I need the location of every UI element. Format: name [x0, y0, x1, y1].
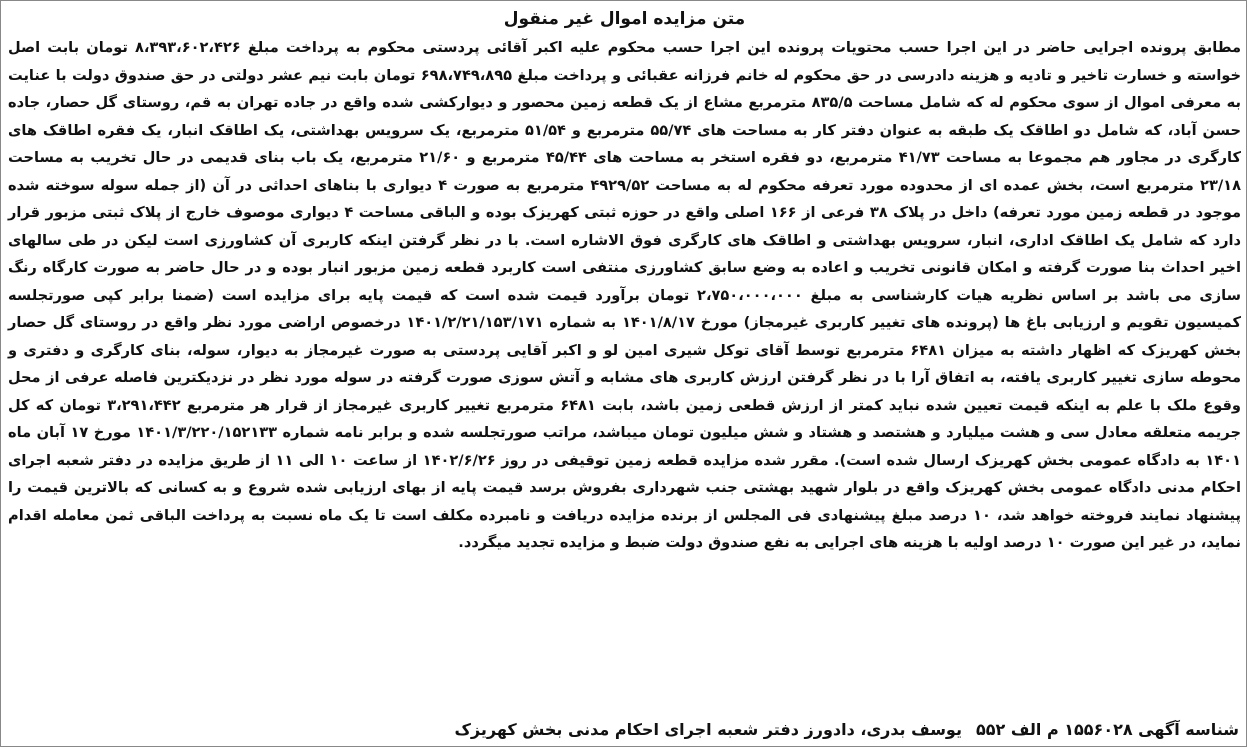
- auction-notice: [8, 4, 1241, 745]
- notice-footer: [441, 717, 1239, 743]
- ad-id: شناسه آگهی ۱۵۵۶۰۲۸ م الف ۵۵۲: [975, 720, 1239, 739]
- notice-body: مطابق پرونده اجرایی حاضر در این اجرا حسب محتویات پرونده این اجرا حسب محکوم علیه اکبر آقائی پردستی محکوم به پرداخت مبلغ ۸،۳۹۳،۶۰۲،۴۲۶ تومان بابت اصل خواسته و خسارت تاخیر و تادیه و هزینه دادرسی در حق محکوم له خانم فرزانه عقبائی و پرداخت مبلغ ۶۹۸،۷۴۹،۸۹۵ تومان بابت نیم عشر دولتی در حق صندوق دولت با عنایت به معرفی اموال از سوی محکوم له که شامل مساحت ۸۳۵/۵ مترمربع مشاع از یک قطعه زمین محصور و دیوارکشی شده واقع در جاده تهران به قم، روستای گل حصار، جاده حسن آباد، که شامل دو اطاقک یک طبقه به عنوان دفتر کار به مساحت های ۵۵/۷۴ مترمربع و ۵۱/۵۴ مترمربع، یک سرویس بهداشتی، یک اطاقک انبار، یک فقره اطاقک های کارگری در مجاور هم مجموعا به مساحت ۴۱/۷۳ مترمربع، دو فقره استخر به مساحت های ۴۵/۴۴ مترمربع و ۲۱/۶۰ مترمربع، یک باب بنای قدیمی در حال تخریب به مساحت ۲۳/۱۸ مترمربع است، بخش عمده ای از محدوده مورد تعرفه محکوم له به مساحت ۴۹۲۹/۵۲ مترمربع به صورت ۴ دیواری با بناهای احداثی در آن (از جمله سوله سوخته شده موجود در قطعه زمین مورد تعرفه) داخل در پلاک ۳۸ فرعی از ۱۶۶ اصلی واقع در حوزه ثبتی کهریزک بوده و الباقی مساحت ۴ دیواری موصوف خارج از پلاک ثبتی مزبور قرار دارد که شامل یک اطاقک اداری، انبار، سرویس بهداشتی و اطاقک های کارگری فوق الاشاره است. با در نظر گرفتن اینکه کاربری آن کشاورزی است لیکن در طی سالهای اخیر احداث بنا صورت گرفته و امکان قانونی تخریب و اعاده به وضع سابق کشاورزی منتفی است کاربرد قطعه زمین مزبور انبار بوده و در حال حاضر به صورت کارگاه رنگ سازی می باشد بر اساس نظریه هیات کارشناسی به مبلغ ۲،۷۵۰،۰۰۰،۰۰۰ تومان برآورد قیمت شده است که قیمت پایه برای مزایده است (ضمنا برابر کپی صورتجلسه کمیسیون تقویم و ارزیابی باغ ها (پرونده های تغییر کاربری غیرمجاز) مورخ ۱۴۰۱/۸/۱۷ به شماره ۱۴۰۱/۲/۲۱/۱۵۳/۱۷۱ درخصوص اراضی مورد نظر واقع در روستای گل حصار بخش کهریزک که اظهار داشته به میزان ۶۴۸۱ مترمربع توسط آقای توکل شیری امین لو و اکبر آقایی پردستی به صورت غیرمجاز به دیوار، سوله، بنای کارگری و دفتری و محوطه سازی تغییر کاربری یافته، به اتفاق آرا با در نظر گرفتن ارزش کاربری های مشابه و آتش سوزی صورت گرفته در سوله مورد نظر در نزدیکترین فاصله عرفی از محل وقوع ملک با علم به اینکه قیمت تعیین شده نباید کمتر از ارزش قطعی زمین باشد، بابت ۶۴۸۱ مترمربع تغییر کاربری غیرمجاز از قرار هر مترمربع ۳،۲۹۱،۴۴۲ تومان که کل جریمه متعلقه معادل سی و هشت میلیارد و هشتصد و هشتاد و شش میلیون تومان میباشد، مراتب صورتجلسه شده و برابر نامه شماره ۱۴۰۱/۳/۲۲۰/۱۵۲۱۳۳ مورخ ۱۷ آبان ماه ۱۴۰۱ به دادگاه عمومی بخش کهریزک ارسال شده است). مقرر شده مزایده قطعه زمین توقیفی در روز ۱۴۰۲/۶/۲۶ از ساعت ۱۰ الی ۱۱ از طریق مزایده در دفتر شعبه اجرای احکام مدنی دادگاه عمومی بخش کهریزک واقع در بلوار شهید بهشتی جنب شهرداری بفروش برسد قیمت پایه از بهای ارزیابی شده شروع و به کسانی که بالاترین قیمت را پیشنهاد نمایند فروخته خواهد شد، ۱۰ درصد مبلغ پیشنهادی فی المجلس از برنده مزایده دریافت و نامبرده مکلف است تا یک ماه نسبت به پرداخت الباقی ثمن معامله اقدام نماید، در غیر این صورت ۱۰ درصد اولیه با هزینه های اجرایی به نفع صندوق دولت ضبط و مزایده تجدید میگردد.: [8, 39, 1242, 551]
- notice-title: متن مزایده اموال غیر منقول: [503, 9, 746, 29]
- officer-signature: یوسف بدری، دادورز دفتر شعبه اجرای احکام مدنی بخش کهریزک: [454, 720, 962, 739]
